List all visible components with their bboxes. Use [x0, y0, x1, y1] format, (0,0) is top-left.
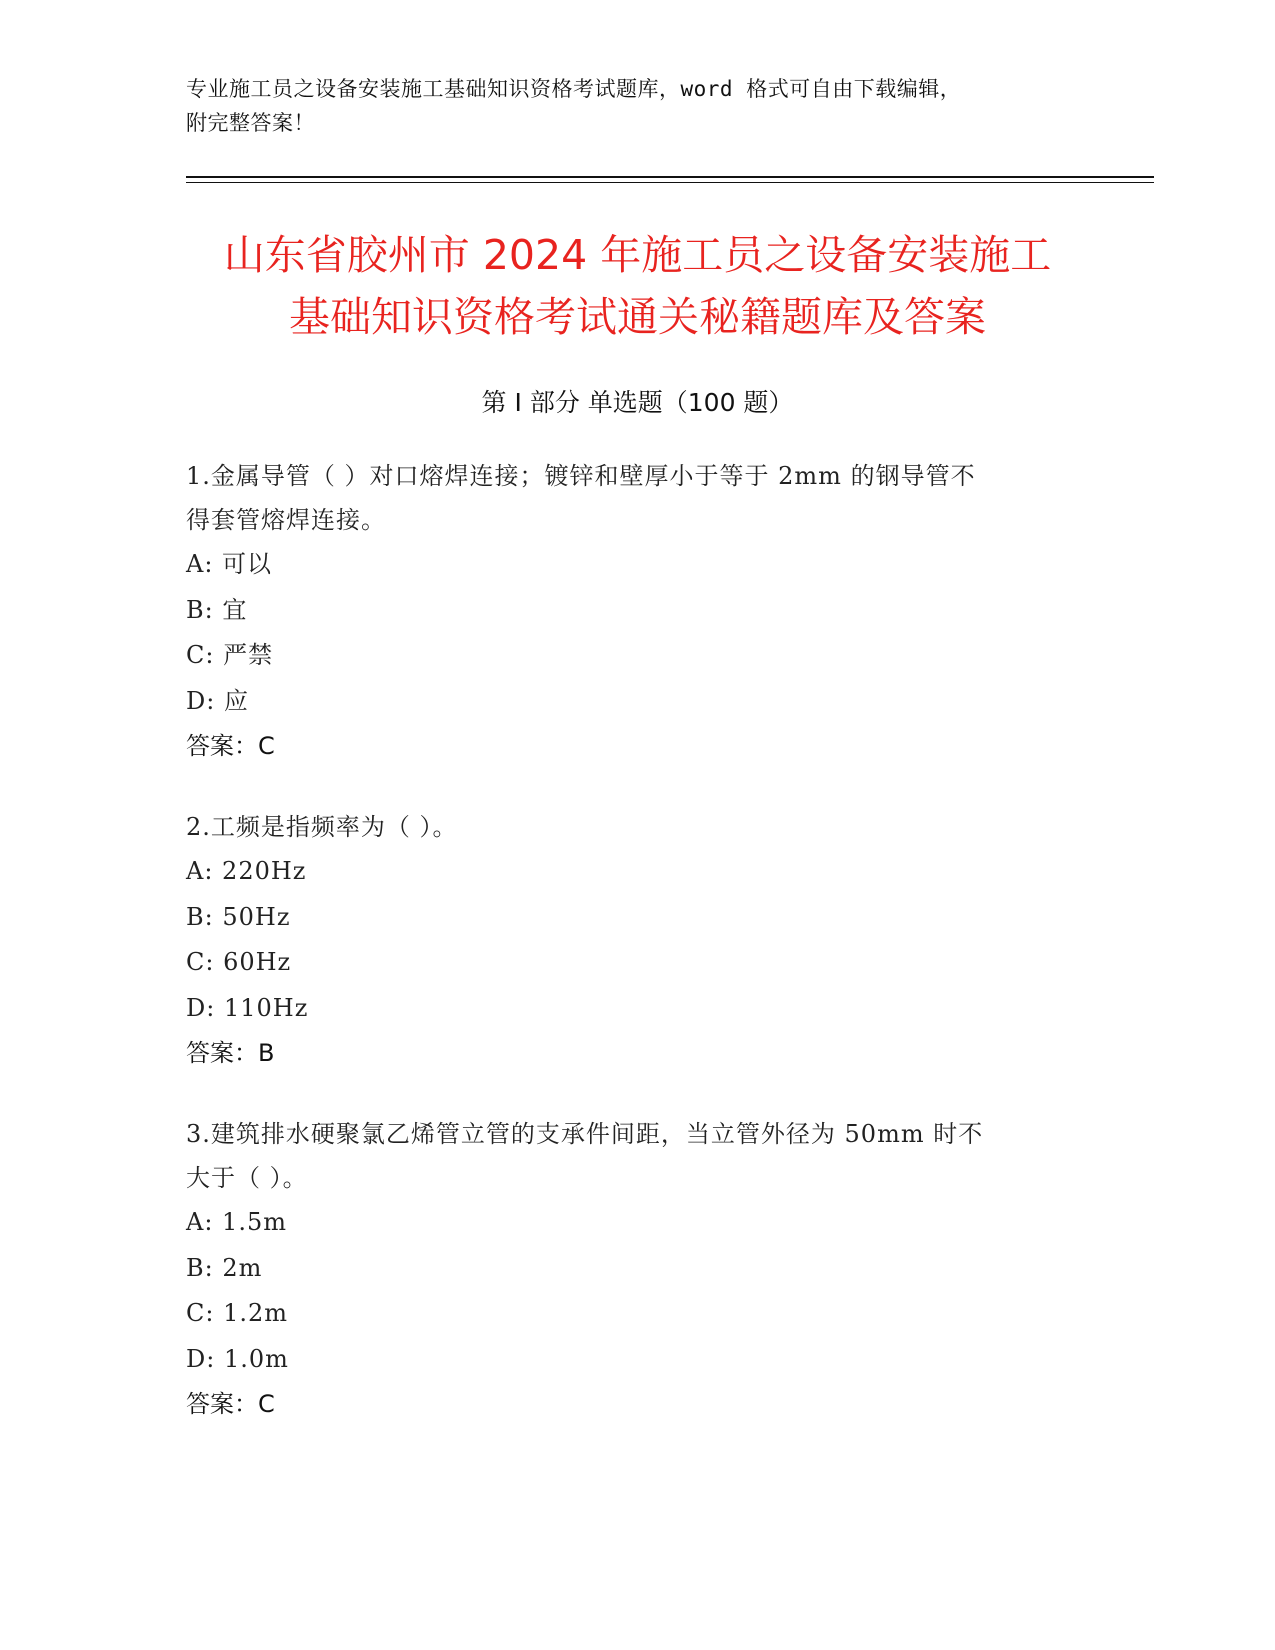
section-title: 第 I 部分 单选题（100 题）: [481, 388, 794, 417]
header-divider-thin: [186, 182, 1154, 183]
document-title-line-1: 山东省胶州市 2024 年施工员之设备安装施工: [223, 231, 1052, 279]
header-note-line-1: 专业施工员之设备安装施工基础知识资格考试题库，word 格式可自由下载编辑，: [186, 77, 962, 101]
question-3: [186, 1112, 1086, 1427]
question-stem-line-1: 1.金属导管（ ）对口熔焊连接；镀锌和壁厚小于等于 2mm 的钢导管不: [186, 462, 976, 490]
answer: 答案：B: [186, 1039, 275, 1067]
option-b: B: 2m: [186, 1253, 263, 1282]
question-stem-line-1: 2.工频是指频率为（ ）。: [186, 813, 458, 841]
question-stem-line-1: 3.建筑排水硬聚氯乙烯管立管的支承件间距，当立管外径为 50mm 时不: [186, 1120, 984, 1148]
header-note-line-2: 附完整答案！: [186, 111, 315, 135]
option-d: D: 应: [186, 686, 249, 715]
option-b: B: 50Hz: [186, 902, 291, 931]
option-a: A: 220Hz: [186, 857, 307, 885]
answer: 答案：C: [186, 732, 275, 760]
option-c: C: 60Hz: [186, 948, 292, 976]
header-divider-thick: [186, 176, 1154, 178]
option-b: B: 宜: [186, 595, 248, 624]
question-stem-line-2: 得套管熔焊连接。: [186, 506, 386, 534]
document-title: [150, 224, 1125, 348]
option-a: A: 可以: [186, 550, 273, 578]
question-1: [186, 454, 1086, 769]
document-title-line-2: 基础知识资格考试通关秘籍题库及答案: [289, 293, 986, 341]
option-d: D: 1.0m: [186, 1344, 289, 1373]
option-c: C: 严禁: [186, 641, 274, 669]
header-note: [186, 72, 1066, 140]
option-c: C: 1.2m: [186, 1299, 289, 1327]
option-d: D: 110Hz: [186, 993, 309, 1022]
answer: 答案：C: [186, 1390, 275, 1418]
question-2: [186, 805, 1086, 1076]
option-a: A: 1.5m: [186, 1208, 287, 1236]
question-stem-line-2: 大于（ ）。: [186, 1164, 308, 1192]
